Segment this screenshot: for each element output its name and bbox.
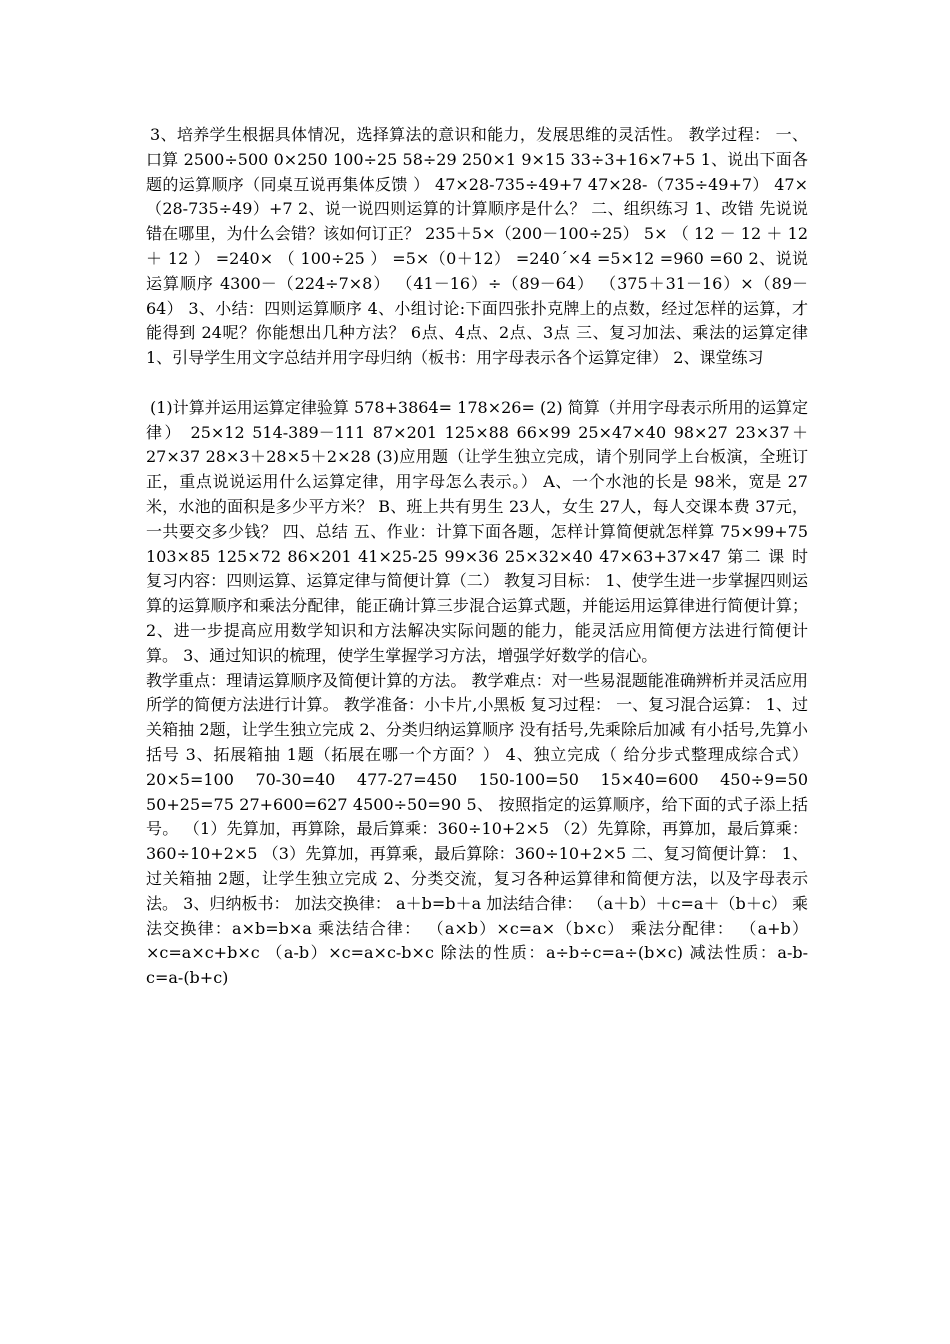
- paragraph-key-points-and-laws: 教学重点：理请运算顺序及简便计算的方法。 教学难点：对一些易混题能准确辨析并灵活应用所学的简便方法进行计算。 教学准备：小卡片,小黑板 复习过程： 一、复习混合运算： 1、过关箱抽 2题，让学生独立完成 2、分类归纳运算顺序 没有括号,先乘除后加减 有小括号,先算小括号 3、拓展箱抽 1题（拓展在哪一个方面？） 4、独立完成（ 给分步式整理成综合式） 20×5=100 70-30=40 477-27=450 150-100=50 15×40=600 450÷9=50 50+25=75 27+600=627 4500÷50=90 5、 按照指定的运算顺序，给下面的式子添上括号。 （1）先算加，再算除，最后算乘：360÷10+2×5 （2）先算除，再算加，最后算乘：360÷10+2×5 （3）先算加，再算乘，最后算除：360÷10+2×5 二、复习简便计算： 1、过关箱抽 2题，让学生独立完成 2、分类交流，复习各种运算律和简便方法，以及字母表示法。 3、归纳板书： 加法交换律： a＋b=b＋a 加法结合律： （a＋b）＋c=a＋（b＋c） 乘法交换律：a×b=b×a 乘法结合律： （a×b）×c=a×（b×c） 乘法分配律： （a+b）×c=a×c+b×c （a-b）×c=a×c-b×c 除法的性质：a÷b÷c=a÷(b×c) 减法性质：a-b-c=a-(b+c): [146, 670, 808, 988]
- document-page: [146, 123, 808, 991]
- paragraph-lesson-one: 3、培养学生根据具体情况，选择算法的意识和能力，发展思维的灵活性。 教学过程： 一、口算 2500÷500 0×250 100÷25 58÷29 250×1 9×15 33÷3+16×7+5 1、说出下面各题的运算顺序（同桌互说再集体反馈 ） 47×28-735÷49+7 47×28-（735÷49+7） 47×（28-735÷49）+7 2、说一说四则运算的计算顺序是什么？ 二、组织练习 1、改错 先说说错在哪里，为什么会错？该如何订正？ 235＋5×（200－100÷25） 5× （ 12 － 12 ＋ 12 ＋ 12 ） =240× （ 100÷25 ） =5×（0＋12） =240´×4 =5×12 =960 =60 2、说说运算顺序 4300－（224÷7×8） （41－16）÷（89－64） （375＋31－16）×（89－64） 3、小结：四则运算顺序 4、小组讨论:下面四张扑克牌上的点数，经过怎样的运算，才能得到 24呢？你能想出几种方法？ 6点、4点、2点、3点 三、复习加法、乘法的运算定律 1、引导学生用文字总结并用字母归纳（板书：用字母表示各个运算定律） 2、课堂练习: [146, 125, 808, 368]
- paragraph-practice-and-lesson-two: (1)计算并运用运算定律验算 578+3864= 178×26= (2) 简算（并用字母表示所用的运算定律） 25×12 514-389－111 87×201 125×88 66×99 25×47×40 98×27 23×37＋27×37 28×3＋28×5＋2×28 (3)应用题（让学生独立完成，请个别同学上台板演，全班订正，重点说说运用什么运算定律，用字母怎么表示。） A、一个水池的长是 98米，宽是 27米，水池的面积是多少平方米？ B、班上共有男生 23人，女生 27人，每人交课本费 37元，一共要交多少钱？ 四、总结 五、作业：计算下面各题，怎样计算简便就怎样算 75×99+75 103×85 125×72 86×201 41×25-25 99×36 25×32×40 47×63+37×47 第二 课 时 复习内容：四则运算、运算定律与简便计算（二） 教复习目标： 1、使学生进一步掌握四则运算的运算顺序和乘法分配律，能正确计算三步混合运算式题，并能运用运算律进行简便计算； 2、进一步提高应用数学知识和方法解决实际问题的能力，能灵活应用简便方法进行简便计算。 3、通过知识的梳理，使学生掌握学习方法，增强学好数学的信心。: [146, 397, 808, 665]
- blank-line: [146, 371, 808, 396]
